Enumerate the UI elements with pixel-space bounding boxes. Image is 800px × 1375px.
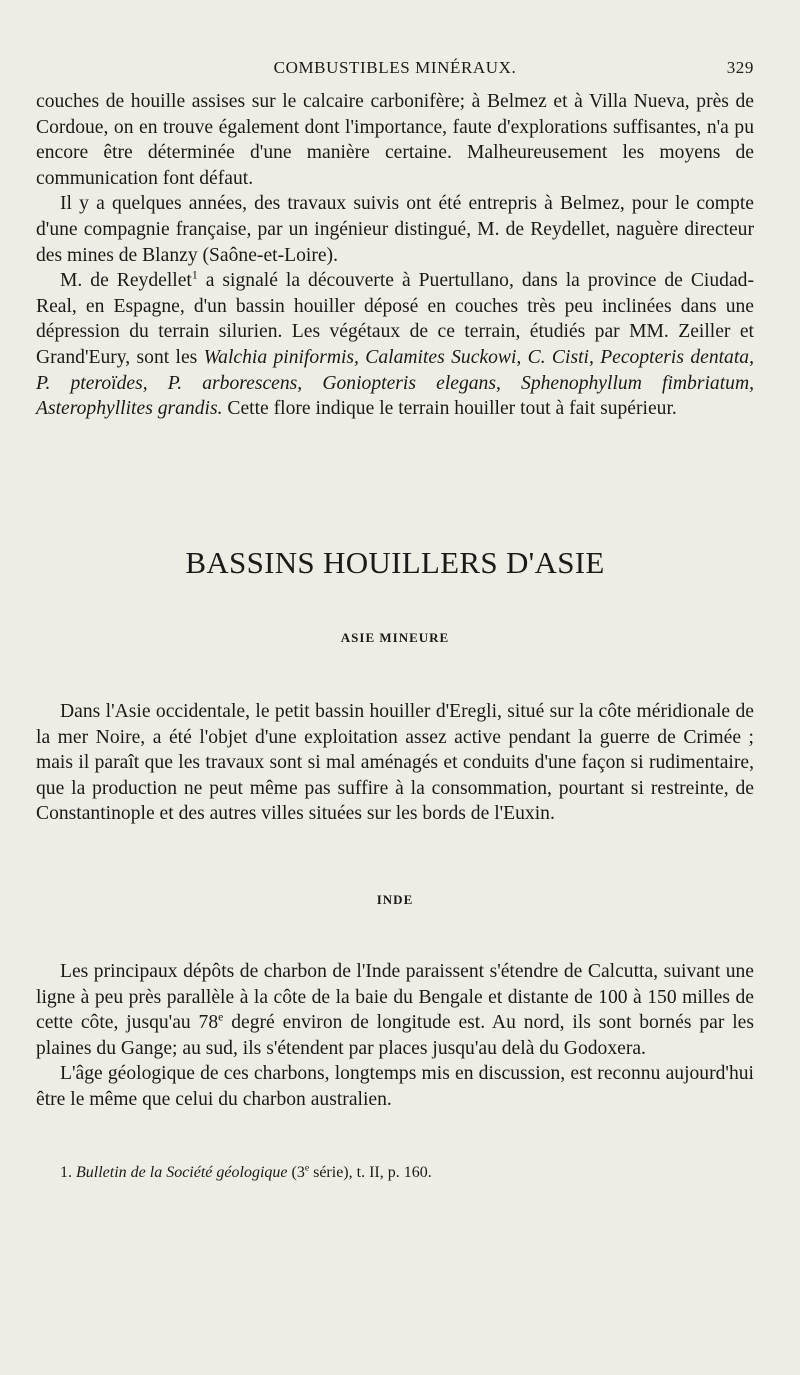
footnote-source: Bulletin de la Société géologique bbox=[76, 1164, 288, 1181]
paragraph-continuation: couches de houille assises sur le calcaire carbonifère; à Belmez et à Villa Nueva, près de Cordoue, on en trouve également dont l'importance, faute d'explorations suffisantes, n'a pu encore être déterminée d'une manière certaine. Malheureusement les moyens de communication font défaut. bbox=[36, 91, 754, 189]
page-number: 329 bbox=[726, 58, 754, 77]
spain-text-block bbox=[36, 89, 754, 422]
ordinal-suffix: e bbox=[218, 1010, 224, 1024]
inde-text-block bbox=[36, 959, 754, 1113]
ordinal-suffix: e bbox=[304, 1162, 310, 1174]
running-title: COMBUSTIBLES MINÉRAUX. bbox=[273, 58, 517, 77]
running-head bbox=[36, 58, 754, 82]
paragraph-belmez: Il y a quelques années, des travaux suivis ont été entrepris à Belmez, pour le compte d'une compagnie française, par un ingénieur distingué, M. de Reydellet, naguère directeur des mines de Blanzy (Saône-et-Loire). bbox=[36, 193, 754, 266]
paragraph-puertullano bbox=[36, 268, 754, 422]
footnote-text: (3 bbox=[287, 1164, 305, 1181]
paragraph-eregli: Dans l'Asie occidentale, le petit bassin houiller d'Eregli, situé sur la côte méridionale de la mer Noire, a été l'objet d'une exploitation assez active pendant la guerre de Crimée ; mais il paraît que les travaux sont si mal aménagés et conduits d'une façon si rudimentaire, que la production ne peut même pas suffire à la consommation, pourtant si restreinte, de Constantinople et des autres villes situées sur les bords de l'Euxin. bbox=[36, 701, 754, 825]
footnote-text: série), t. II, p. 160. bbox=[309, 1164, 432, 1181]
paragraph-text: M. de Reydellet bbox=[60, 270, 192, 292]
paragraph-text: Cette flore indique le terrain houiller tout à fait supérieur. bbox=[222, 398, 677, 420]
paragraph-calcutta bbox=[36, 959, 754, 1061]
section-heading: BASSINS HOUILLERS D'ASIE bbox=[185, 545, 605, 580]
footnote-marker: 1. bbox=[60, 1164, 72, 1181]
asie-mineure-text-block bbox=[36, 699, 754, 827]
paragraph-text: a signalé la découverte à Puertullano, dans la province de Ciudad-Real, en Espagne, d'un bassin houiller déposé en couches très peu inclinées dans une dépression du terrain silurien. Les végétaux de ce terrain, étudiés par MM. Zeiller et Grand'Eury, sont les bbox=[36, 270, 754, 368]
subheading-asie-mineure: ASIE MINEURE bbox=[340, 630, 450, 645]
paragraph-text: degré environ de longitude est. Au nord, ils sont bornés par les plaines du Gange; au sud, ils s'étendent par places jusqu'au delà du Godoxera. bbox=[36, 1012, 754, 1059]
footnote bbox=[60, 1163, 760, 1183]
paragraph-text: Les principaux dépôts de charbon de l'Inde paraissent s'étendre de Calcutta, suivant une ligne à peu près parallèle à la côte de la baie du Bengale et distante de 100 à 150 milles de cette côte, jusqu'au 78 bbox=[36, 961, 754, 1034]
species-list: Walchia piniformis, Calamites Suckowi, C. Cisti, Pecopteris dentata, P. pteroïdes, P. arborescens, Goniopteris elegans, Sphenophyllum fimbriatum, Asterophyllites grandis. bbox=[36, 346, 754, 420]
paragraph-geologic-age: L'âge géologique de ces charbons, longtemps mis en discussion, est reconnu aujourd'hui être le même que celui du charbon australien. bbox=[36, 1063, 754, 1110]
subheading-inde: INDE bbox=[376, 892, 414, 907]
footnote-reference: 1 bbox=[191, 268, 198, 282]
